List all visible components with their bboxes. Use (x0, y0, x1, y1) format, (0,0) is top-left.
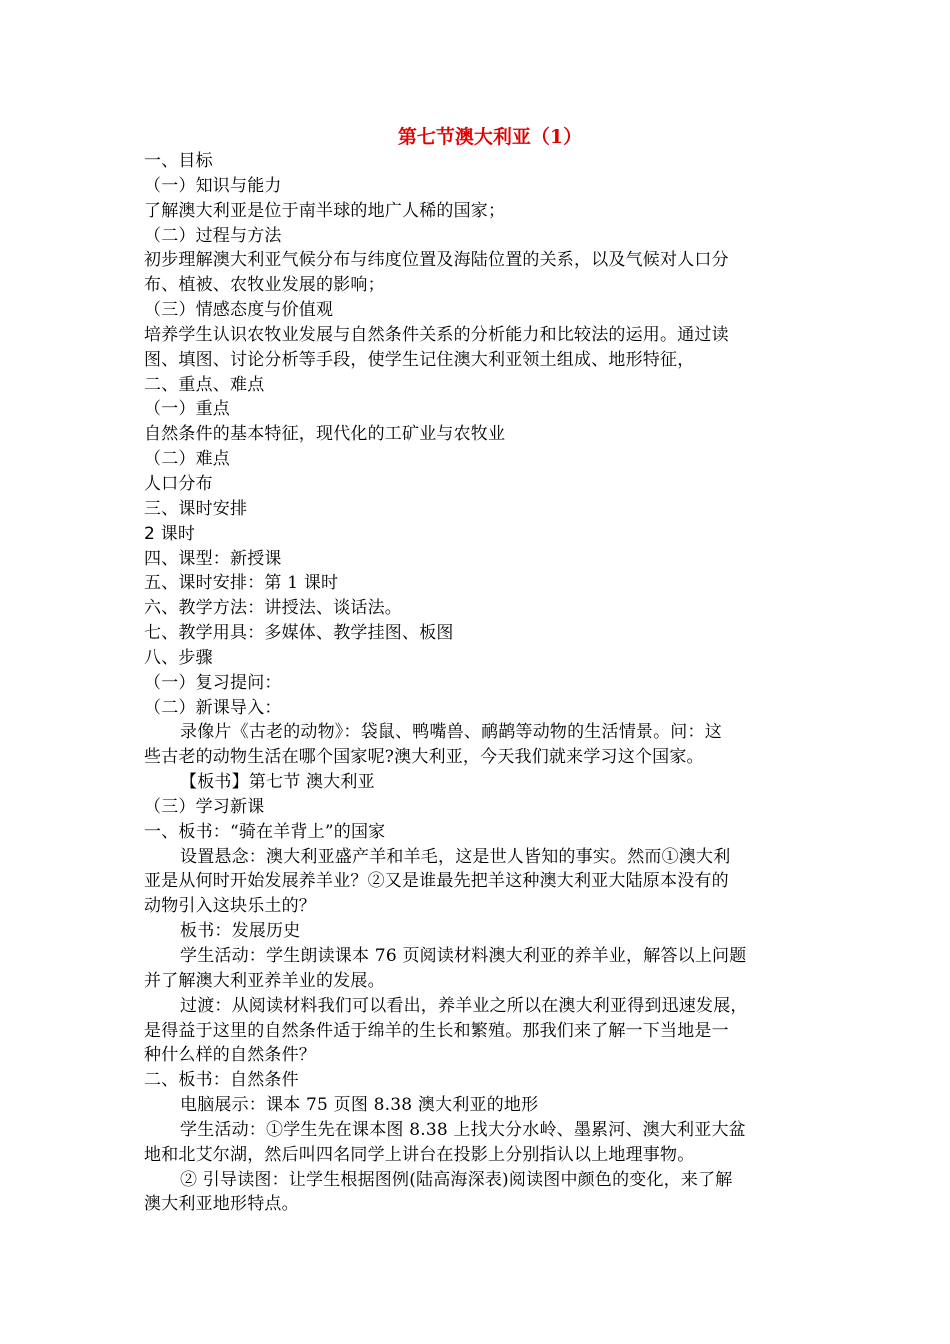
paragraph-line: ② 引导读图：让学生根据图例(陆高海深表)阅读图中颜色的变化，来了解 (180, 1169, 733, 1190)
heading-key-points: 二、重点、难点 (144, 374, 265, 395)
subheading-key: （一）重点 (144, 399, 230, 420)
paragraph-line: 电脑展示：课本 75 页图 8.38 澳大利亚的地形 (180, 1095, 539, 1116)
paragraph-line: 人口分布 (144, 473, 213, 494)
paragraph-line: 学生活动：①学生先在课本图 8.38 上找大分水岭、墨累河、澳大利亚大盆 (180, 1119, 746, 1140)
paragraph-line: 地和北艾尔湖，然后叫四名同学上讲台在投影上分别指认以上地理事物。 (144, 1144, 695, 1165)
heading-objectives: 一、目标 (144, 151, 213, 171)
document-body (144, 149, 824, 1217)
subheading-introduction: （二）新课导入： (144, 697, 282, 718)
paragraph-line: 动物引入这块乐土的？ (144, 896, 316, 917)
heading-teaching-tools: 七、教学用具：多媒体、教学挂图、板图 (144, 623, 454, 644)
paragraph-line: 录像片《古老的动物》：袋鼠、鸭嘴兽、鸸鹋等动物的生活情景。问：这 (180, 722, 722, 743)
paragraph-line: 布、植被、农牧业发展的影响； (144, 275, 385, 296)
heading-lesson-type: 四、课型：新授课 (144, 548, 282, 569)
paragraph-line: 自然条件的基本特征，现代化的工矿业与农牧业 (144, 424, 506, 445)
heading-section-one: 一、板书：“骑在羊背上”的国家 (144, 821, 386, 842)
paragraph-line: 2 课时 (144, 523, 196, 544)
paragraph-line: 初步理解澳大利亚气候分布与纬度位置及海陆位置的关系，以及气候对人口分 (144, 250, 729, 271)
paragraph-line: 澳大利亚地形特点。 (144, 1194, 299, 1215)
paragraph-line: 是得益于这里的自然条件适于绵羊的生长和繁殖。那我们来了解一下当地是一 (144, 1020, 729, 1041)
paragraph-line: 图、填图、讨论分析等手段，使学生记住澳大利亚领土组成、地形特征， (144, 349, 695, 370)
paragraph-line: 【板书】第七节 澳大利亚 (180, 772, 375, 793)
paragraph-line: 板书：发展历史 (180, 921, 301, 942)
subheading-process: （二）过程与方法 (144, 225, 282, 246)
subheading-attitude: （三）情感态度与价值观 (144, 300, 334, 321)
subheading-review: （一）复习提问： (144, 672, 282, 693)
paragraph-line: 学生活动：学生朗读课本 76 页阅读材料澳大利亚的养羊业，解答以上问题 (180, 946, 747, 966)
paragraph-line: 种什么样的自然条件？ (144, 1045, 316, 1066)
document-title: 第七节澳大利亚（1） (397, 126, 583, 148)
paragraph-line: 了解澳大利亚是位于南半球的地广人稀的国家； (144, 200, 506, 221)
paragraph-line: 亚是从何时开始发展养羊业？②又是谁最先把羊这种澳大利亚大陆原本没有的 (144, 871, 729, 892)
heading-schedule: 三、课时安排 (144, 498, 248, 519)
paragraph-line: 过渡：从阅读材料我们可以看出，养羊业之所以在澳大利亚得到迅速发展， (180, 995, 748, 1016)
paragraph-line: 设置悬念：澳大利亚盛产羊和羊毛，这是世人皆知的事实。然而①澳大利 (180, 846, 731, 867)
heading-teaching-method: 六、教学方法：讲授法、谈话法。 (144, 598, 402, 619)
subheading-new-lesson: （三）学习新课 (144, 796, 265, 817)
subheading-difficult: （二）难点 (144, 449, 230, 470)
paragraph-line: 些古老的动物生活在哪个国家呢?澳大利亚，今天我们就来学习这个国家。 (144, 747, 704, 768)
paragraph-line: 并了解澳大利亚养羊业的发展。 (144, 970, 385, 991)
subheading-knowledge: （一）知识与能力 (144, 175, 282, 196)
heading-steps: 八、步骤 (144, 647, 213, 668)
paragraph-line: 培养学生认识农牧业发展与自然条件关系的分析能力和比较法的运用。通过读 (144, 324, 729, 345)
heading-lesson-arrangement: 五、课时安排：第 1 课时 (144, 573, 339, 594)
heading-section-two: 二、板书：自然条件 (144, 1070, 299, 1091)
